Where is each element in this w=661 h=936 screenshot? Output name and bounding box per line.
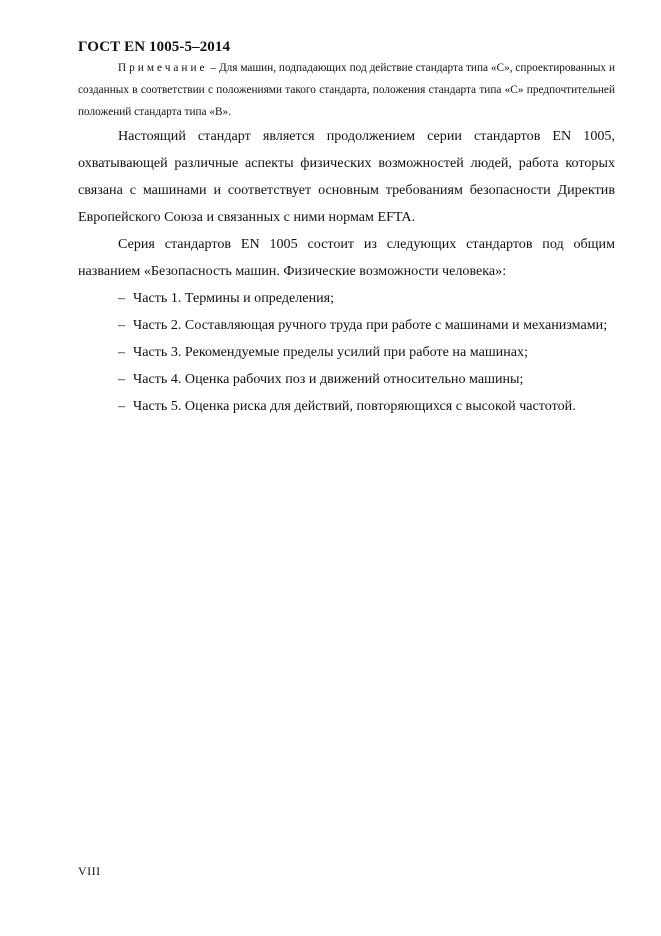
dash-marker: – [118, 371, 126, 387]
note-paragraph [78, 57, 615, 123]
intro-paragraph: Настоящий стандарт является продолжением серии стандартов EN 1005, охватывающей различные аспекты физических возможностей людей, работа которых связана с машинами и соответствует основным требованиям безопасности Директив Европейского Союза и связанных с ними нормам EFTA. [78, 128, 615, 225]
list-item-text: Часть 3. Рекомендуемые пределы усилий при работе на машинах; [133, 344, 528, 360]
list-item [78, 339, 615, 366]
dash-marker: – [118, 344, 126, 360]
dash-marker: – [118, 317, 126, 333]
note-label: Примечание [118, 62, 208, 74]
document-header: ГОСТ EN 1005-5–2014 [78, 39, 231, 55]
page-number: VIII [78, 864, 101, 878]
list-item [78, 366, 615, 393]
series-paragraph: Серия стандартов EN 1005 состоит из следующих стандартов под общим названием «Безопасность машин. Физические возможности человека»: [78, 236, 615, 279]
list-item [78, 393, 615, 420]
main-content [78, 123, 615, 420]
note-text: – Для машин, подпадающих под действие стандарта типа «С», спроектированных и созданных в соответствии с положениями такого стандарта, положения стандарта типа «С» предпочтительней положений стандарта типа «В». [78, 62, 615, 118]
dash-marker: – [118, 290, 126, 306]
list-item-text: Часть 5. Оценка риска для действий, повторяющихся с высокой частотой. [133, 398, 576, 414]
dash-marker: – [118, 398, 126, 414]
list-item [78, 285, 615, 312]
list-item-text: Часть 2. Составляющая ручного труда при работе с машинами и механизмами; [133, 317, 608, 333]
list-item [78, 312, 615, 339]
list-item-text: Часть 1. Термины и определения; [133, 290, 335, 306]
list-item-text: Часть 4. Оценка рабочих поз и движений относительно машины; [133, 371, 524, 387]
